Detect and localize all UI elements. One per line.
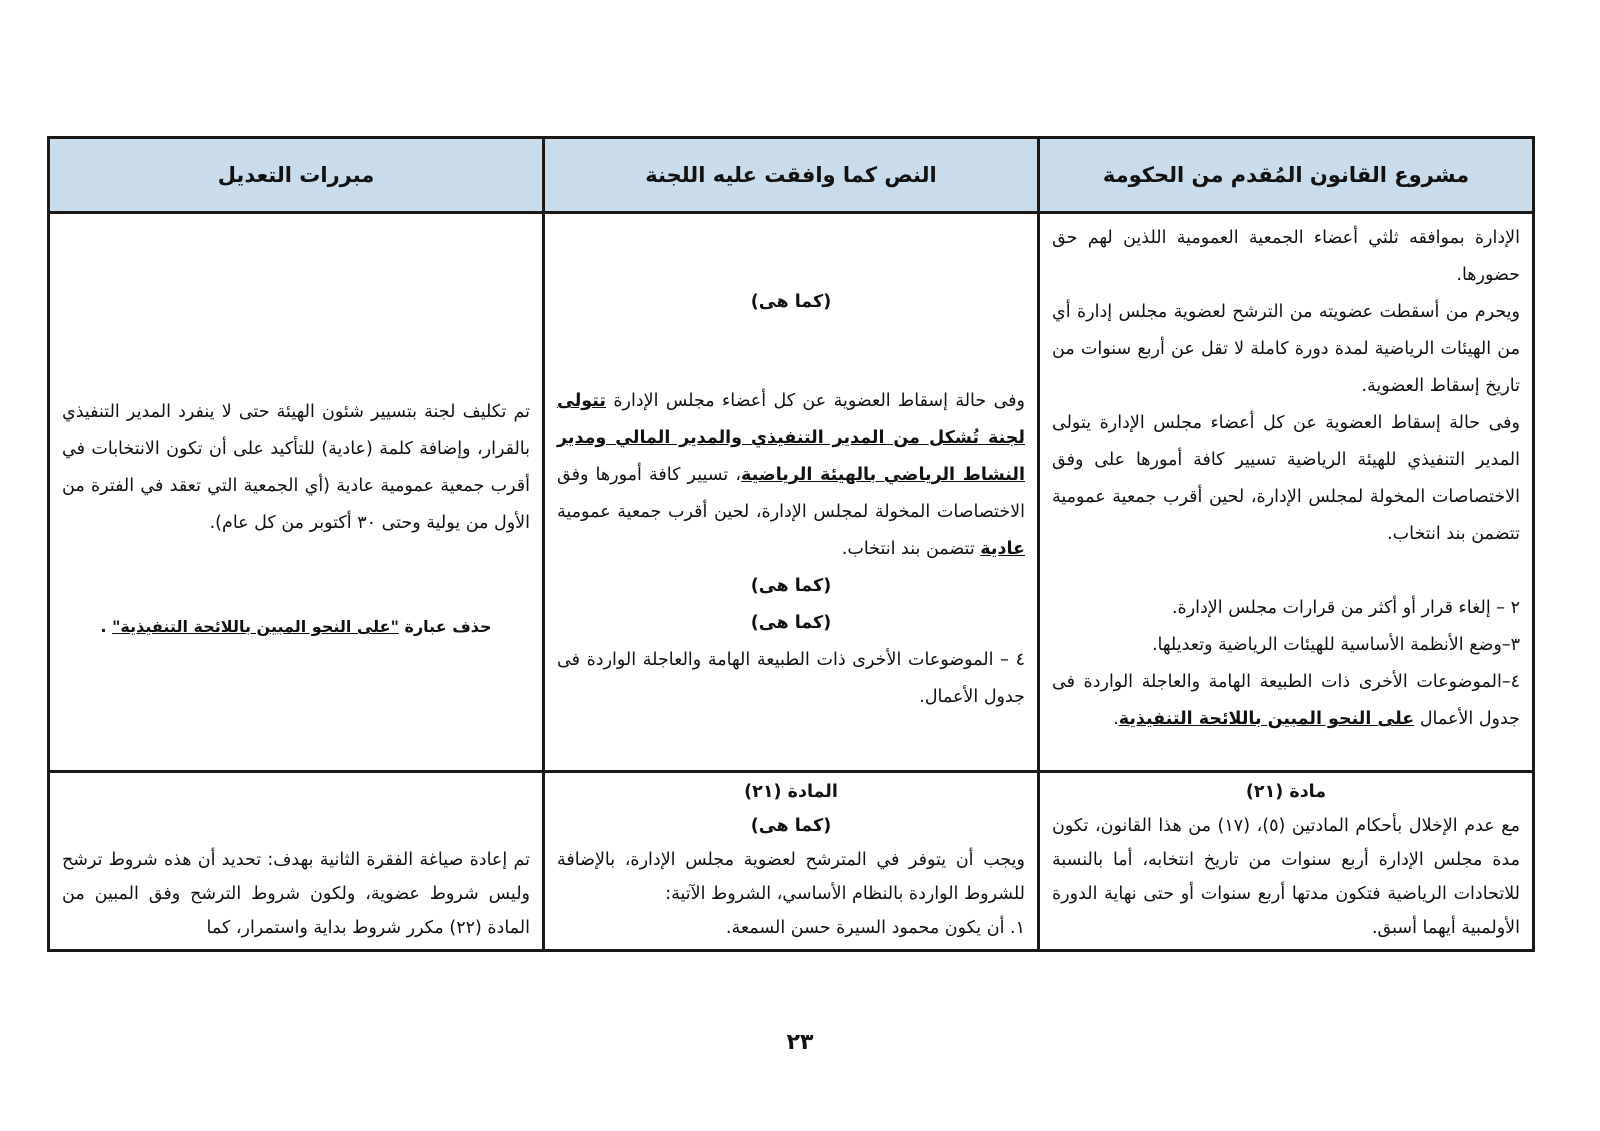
as-is-label: (كما هى) [750, 292, 832, 312]
gov-item: ٤–الموضوعات الأخرى ذات الطبيعة الهامة والعاجلة الواردة فى جدول الأعمال على النحو المبين باللائحة التنفيذية. [1052, 672, 1520, 729]
justification-cell [49, 772, 544, 951]
government-draft-cell [1039, 213, 1534, 772]
header-row [49, 138, 1534, 213]
header-committee-text: النص كما وافقت عليه اللجنة [544, 138, 1039, 213]
as-is-label: (كما هى) [750, 576, 832, 596]
justification-text: تم تكليف لجنة بتسيير شئون الهيئة حتى لا ينفرد المدير التنفيذي بالقرار، وإضافة كلمة (عادية) للتأكيد على أن تكون الانتخابات في أقرب جمعية عمومية عادية (أي الجمعية التي تعقد في الفترة من الأول من يولية وحتى ٣٠ أكتوبر من كل عام). [62, 402, 530, 533]
article-title: المادة (٢١) [744, 782, 838, 802]
article-title: مادة (٢١) [1245, 782, 1327, 802]
committee-text-cell [544, 213, 1039, 772]
committee-item: ٤ – الموضوعات الأخرى ذات الطبيعة الهامة والعاجلة الواردة فى جدول الأعمال. [557, 650, 1025, 707]
gov-paragraph: وفى حالة إسقاط العضوية عن كل أعضاء مجلس الإدارة يتولى المدير التنفيذي للهيئة الرياضية تسيير كافة أمورها على وفق الاختصاصات المخولة لمجلس الإدارة، لحين أقرب جمعية عمومية تتضمن بند انتخاب. [1052, 413, 1520, 544]
table-row [49, 772, 1534, 951]
justification-cell [49, 213, 544, 772]
table-row [49, 213, 1534, 772]
committee-item: ١. أن يكون محمود السيرة حسن السمعة. [725, 918, 1025, 938]
page-number: ٢٣ [786, 1030, 814, 1055]
deletion-note: حذف عبارة "على النحو المبين باللائحة التنفيذية" . [100, 617, 492, 636]
justification-text: تم إعادة صياغة الفقرة الثانية بهدف: تحديد أن هذه شروط ترشح وليس شروط عضوية، ولكون شروط الترشح وفق المبين من المادة (٢٢) مكرر شروط بداية واستمرار، كما [62, 850, 530, 938]
gov-paragraph: ويحرم من أسقطت عضويته من الترشح لعضوية مجلس إدارة أي من الهيئات الرياضية لمدة دورة كاملة لا تقل عن أربع سنوات من تاريخ إسقاط العضوية. [1052, 302, 1520, 396]
gov-item: ٢ – إلغاء قرار أو أكثر من قرارات مجلس الإدارة. [1171, 598, 1520, 618]
gov-paragraph: الإدارة بموافقه ثلثي أعضاء الجمعية العمومية اللذين لهم حق حضورها. [1052, 228, 1520, 285]
amended-word: عادية [980, 539, 1025, 559]
gov-item: ٣–وضع الأنظمة الأساسية للهيئات الرياضية وتعديلها. [1151, 635, 1520, 655]
committee-paragraph: ويجب أن يتوفر في المترشح لعضوية مجلس الإدارة، بالإضافة للشروط الواردة بالنظام الأساسي، الشروط الآتية: [557, 850, 1025, 904]
header-government-draft: مشروع القانون المُقدم من الحكومة [1039, 138, 1534, 213]
comparison-table [47, 136, 1535, 952]
as-is-label: (كما هى) [750, 816, 832, 836]
as-is-label: (كما هى) [750, 613, 832, 633]
committee-paragraph: وفى حالة إسقاط العضوية عن كل أعضاء مجلس الإدارة تتولى لجنة تُشكل من المدير التنفيذي والمدير المالي ومدير النشاط الرياضي بالهيئة الرياضية، تسيير كافة أمورها وفق الاختصاصات المخولة لمجلس الإدارة، لحين أقرب جمعية عمومية عادية تتضمن بند انتخاب. [557, 391, 1025, 559]
deleted-phrase: على النحو المبين باللائحة التنفيذية [1118, 709, 1415, 729]
gov-paragraph: مع عدم الإخلال بأحكام المادتين (٥)، (١٧) من هذا القانون، تكون مدة مجلس الإدارة أربع سنوات من تاريخ انتخابه، أما بالنسبة للاتحادات الرياضية فتكون مدتها أربع سنوات أو حتى نهاية الدورة الأولمبية أيهما أسبق. [1052, 816, 1520, 938]
government-draft-cell [1039, 772, 1534, 951]
header-justification: مبررات التعديل [49, 138, 544, 213]
committee-text-cell [544, 772, 1039, 951]
amended-phrase: تتولى لجنة تُشكل من المدير التنفيذي والمدير المالي ومدير النشاط الرياضي بالهيئة الرياضية [557, 391, 1025, 485]
